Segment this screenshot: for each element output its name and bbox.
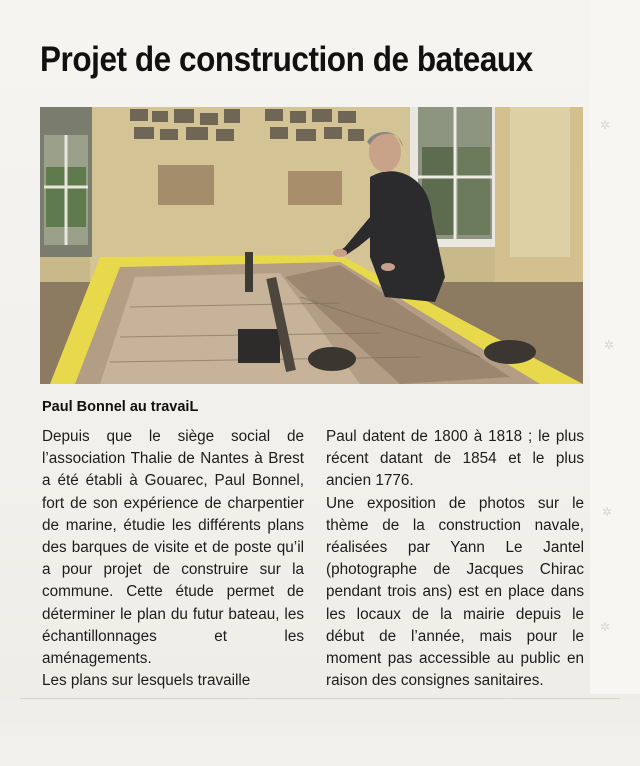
article-paragraph: Une exposition de photos sur le thème de la construction navale, réalisées par Yann Le Jantel (photographe de Jacques Chirac pendant trois ans) est en place dans les locaux de la mairie depuis le début de l’année, mais pour le moment pas accessible au public en raison des consignes sanitaires. (326, 494, 584, 690)
divider (20, 698, 620, 699)
article-column-1 (42, 426, 304, 692)
paper-speck: ✲ (604, 338, 615, 352)
page-bottom-margin (0, 694, 640, 766)
article-column-2 (326, 426, 584, 692)
photo-caption: Paul Bonnel au travaiL (42, 399, 199, 415)
paper-speck: ✲ (600, 118, 611, 132)
article-headline: Projet de construction de bateaux (40, 40, 533, 79)
article-paragraph: Depuis que le siège social de l’association Thalie de Nantes à Brest a été établi à Gouarec, Paul Bonnel, fort de son expérience de charpentier de marine, étudie les différents plans des barques de visite et de poste qu’il a pour projet de construire sur la commune. Cette étude permet de déterminer le plan du futur bateau, les échantillonnages et les aménagements. (42, 428, 304, 668)
article-paragraph: Les plans sur lesquels travaille (42, 672, 251, 690)
paper-speck: ✲ (602, 505, 613, 519)
paper-speck: ✲ (600, 620, 611, 634)
page-margin (590, 0, 640, 766)
article-paragraph: Paul datent de 1800 à 1818 ; le plus récent datant de 1854 et le plus ancien 1776. (326, 428, 584, 490)
article-photo (40, 107, 583, 384)
